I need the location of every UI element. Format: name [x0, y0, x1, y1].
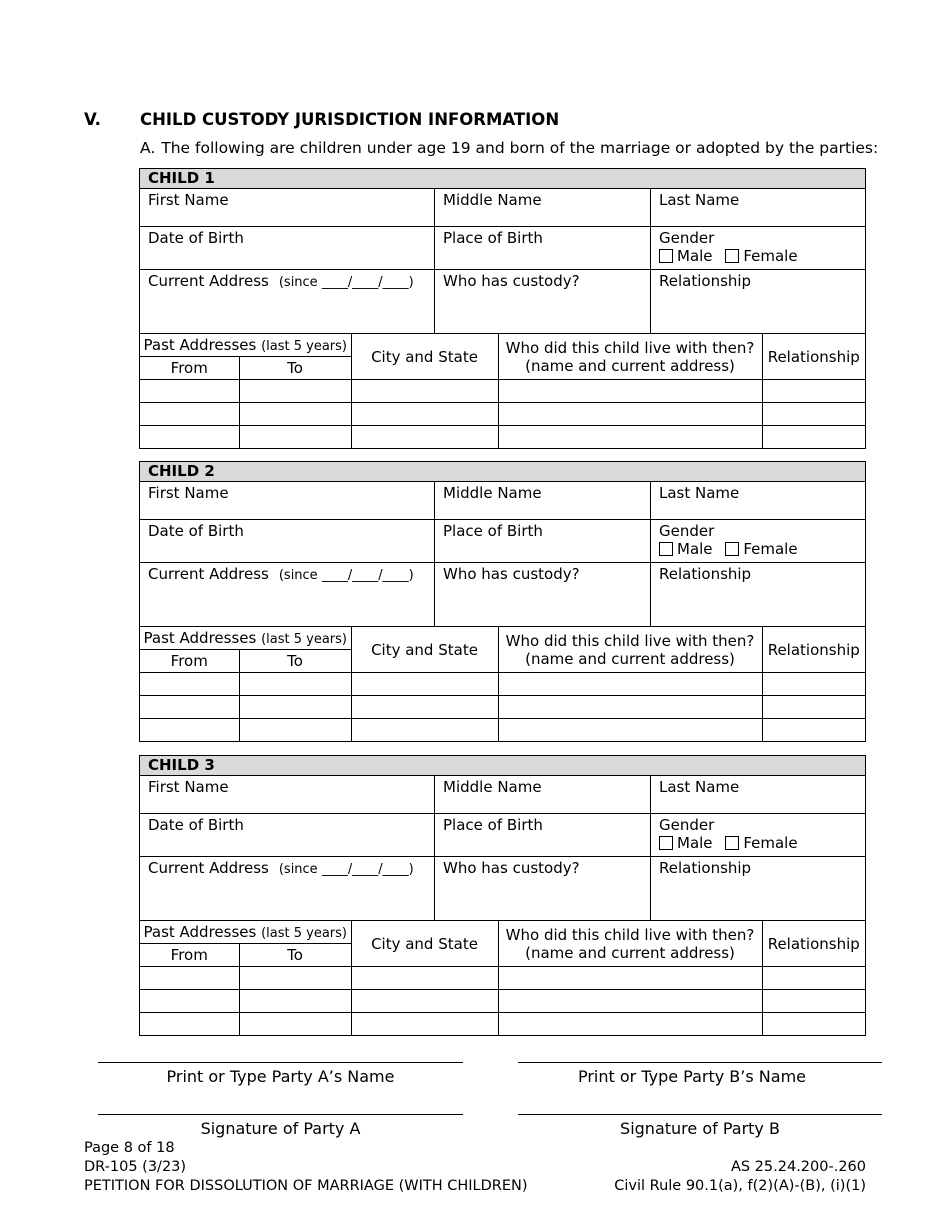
table-cell[interactable]: [498, 380, 762, 403]
custody-field[interactable]: [435, 563, 651, 626]
place-of-birth-field[interactable]: [435, 227, 651, 269]
since-date: (since ____/____/____): [278, 862, 414, 877]
table-cell[interactable]: [498, 696, 762, 719]
female-label: Female: [743, 247, 798, 265]
table-cell[interactable]: [498, 990, 762, 1013]
last-name-field[interactable]: [651, 776, 865, 813]
custody-label: Who has custody?: [443, 272, 580, 290]
last-name-label: Last Name: [659, 484, 740, 502]
table-cell[interactable]: [498, 719, 762, 742]
table-cell[interactable]: [140, 426, 239, 449]
male-checkbox[interactable]: [659, 542, 673, 556]
place-of-birth-label: Place of Birth: [443, 229, 543, 247]
table-cell[interactable]: [351, 403, 498, 426]
party-b-signature-line[interactable]: [518, 1114, 882, 1115]
female-checkbox[interactable]: [725, 249, 739, 263]
female-checkbox[interactable]: [725, 542, 739, 556]
first-name-field[interactable]: [140, 776, 435, 813]
party-b-signature-label: Signature of Party B: [620, 1119, 780, 1138]
male-label: Male: [677, 540, 713, 558]
current-address-label: Current Address: [148, 565, 269, 583]
current-address-label: Current Address: [148, 272, 269, 290]
table-cell[interactable]: [498, 426, 762, 449]
table-cell[interactable]: [239, 1013, 351, 1036]
table-row: [140, 403, 865, 426]
name-row: [140, 776, 865, 814]
table-cell[interactable]: [498, 403, 762, 426]
table-cell[interactable]: [498, 1013, 762, 1036]
table-cell[interactable]: [140, 403, 239, 426]
address-row: [140, 857, 865, 921]
first-name-label: First Name: [148, 484, 229, 502]
custody-label: Who has custody?: [443, 859, 580, 877]
address-row: [140, 563, 865, 627]
table-cell[interactable]: [351, 967, 498, 990]
birth-row: [140, 227, 865, 270]
current-address-field[interactable]: [140, 857, 435, 920]
party-a-signature-line[interactable]: [98, 1114, 463, 1115]
first-name-label: First Name: [148, 778, 229, 796]
footer-left: [84, 1139, 528, 1196]
table-row: [140, 696, 865, 719]
last-name-label: Last Name: [659, 191, 740, 209]
table-cell[interactable]: [762, 696, 865, 719]
last-name-field[interactable]: [651, 189, 865, 226]
table-cell[interactable]: [239, 673, 351, 696]
table-cell[interactable]: [239, 380, 351, 403]
table-row: [140, 673, 865, 696]
statute-ref: AS 25.24.200-.260: [730, 1159, 866, 1175]
birth-row: [140, 814, 865, 857]
custody-field[interactable]: [435, 270, 651, 333]
table-cell[interactable]: [351, 380, 498, 403]
table-cell[interactable]: [351, 426, 498, 449]
table-cell[interactable]: [140, 380, 239, 403]
table-cell[interactable]: [239, 696, 351, 719]
table-cell[interactable]: [762, 1013, 865, 1036]
intro-label: A.: [140, 139, 156, 157]
table-cell[interactable]: [239, 426, 351, 449]
male-checkbox[interactable]: [659, 836, 673, 850]
since-date: (since ____/____/____): [278, 568, 414, 583]
table-cell[interactable]: [140, 990, 239, 1013]
place-of-birth-label: Place of Birth: [443, 816, 543, 834]
table-cell[interactable]: [351, 696, 498, 719]
to-header: To: [239, 944, 351, 967]
page-number: Page 8 of 18: [84, 1140, 175, 1156]
female-label: Female: [743, 834, 798, 852]
first-name-label: First Name: [148, 191, 229, 209]
rule-ref: Civil Rule 90.1(a), f(2)(A)-(B), (i)(1): [614, 1178, 866, 1194]
middle-name-field[interactable]: [435, 189, 651, 226]
middle-name-label: Middle Name: [443, 191, 542, 209]
from-header: From: [140, 650, 239, 673]
custody-label: Who has custody?: [443, 565, 580, 583]
child-header: CHILD 2: [140, 462, 865, 482]
date-of-birth-field[interactable]: [140, 520, 435, 562]
middle-name-field[interactable]: [435, 482, 651, 519]
table-cell[interactable]: [140, 967, 239, 990]
section-number: V.: [84, 110, 101, 129]
birth-row: [140, 520, 865, 563]
first-name-field[interactable]: [140, 482, 435, 519]
child-header: CHILD 1: [140, 169, 865, 189]
current-address-field[interactable]: [140, 563, 435, 626]
relationship-field[interactable]: [651, 857, 865, 920]
date-of-birth-label: Date of Birth: [148, 816, 244, 834]
table-cell[interactable]: [239, 719, 351, 742]
table-row: [140, 1013, 865, 1036]
intro-line: [140, 139, 878, 157]
party-a-name-line[interactable]: [98, 1062, 463, 1063]
party-a-name-label: Print or Type Party A’s Name: [166, 1067, 395, 1086]
table-cell[interactable]: [140, 673, 239, 696]
place-of-birth-field[interactable]: [435, 814, 651, 856]
to-header: To: [239, 650, 351, 673]
table-cell[interactable]: [239, 967, 351, 990]
gender-field: [651, 520, 865, 562]
table-cell[interactable]: [140, 696, 239, 719]
relationship-label: Relationship: [659, 272, 752, 290]
table-cell[interactable]: [498, 673, 762, 696]
past-addresses-table: [140, 627, 865, 741]
table-cell[interactable]: [762, 426, 865, 449]
city-state-header: City and State: [351, 627, 498, 673]
past-relationship-header: Relationship: [762, 921, 865, 967]
female-checkbox[interactable]: [725, 836, 739, 850]
table-cell[interactable]: [239, 990, 351, 1013]
table-row: [140, 380, 865, 403]
gender-label: Gender: [659, 229, 715, 247]
relationship-field[interactable]: [651, 563, 865, 626]
footer-right: [614, 1158, 866, 1196]
table-cell[interactable]: [762, 403, 865, 426]
address-row: [140, 270, 865, 334]
table-cell[interactable]: [351, 719, 498, 742]
past-addresses-header: Past Addresses (last 5 years): [140, 627, 351, 650]
past-relationship-header: Relationship: [762, 627, 865, 673]
middle-name-label: Middle Name: [443, 484, 542, 502]
date-of-birth-label: Date of Birth: [148, 522, 244, 540]
table-cell[interactable]: [762, 719, 865, 742]
relationship-label: Relationship: [659, 565, 752, 583]
custody-field[interactable]: [435, 857, 651, 920]
from-header: From: [140, 357, 239, 380]
table-cell[interactable]: [140, 719, 239, 742]
child-block-2: [139, 461, 866, 742]
table-cell[interactable]: [140, 1013, 239, 1036]
table-row: [140, 719, 865, 742]
party-a-signature-label: Signature of Party A: [200, 1119, 361, 1138]
table-cell[interactable]: [351, 1013, 498, 1036]
first-name-field[interactable]: [140, 189, 435, 226]
last-name-label: Last Name: [659, 778, 740, 796]
to-header: To: [239, 357, 351, 380]
table-cell[interactable]: [762, 967, 865, 990]
who-lived-header: Who did this child live with then? (name and current address): [498, 334, 762, 380]
date-of-birth-field[interactable]: [140, 227, 435, 269]
table-cell[interactable]: [239, 403, 351, 426]
female-label: Female: [743, 540, 798, 558]
date-of-birth-label: Date of Birth: [148, 229, 244, 247]
child-block-3: [139, 755, 866, 1036]
past-relationship-header: Relationship: [762, 334, 865, 380]
table-cell[interactable]: [762, 673, 865, 696]
form-title: PETITION FOR DISSOLUTION OF MARRIAGE (WITH CHILDREN): [84, 1178, 528, 1194]
male-label: Male: [677, 247, 713, 265]
gender-field: [651, 814, 865, 856]
past-addresses-header: Past Addresses (last 5 years): [140, 921, 351, 944]
gender-field: [651, 227, 865, 269]
name-row: [140, 189, 865, 227]
table-cell[interactable]: [351, 990, 498, 1013]
male-checkbox[interactable]: [659, 249, 673, 263]
who-lived-header: Who did this child live with then? (name and current address): [498, 921, 762, 967]
city-state-header: City and State: [351, 921, 498, 967]
place-of-birth-field[interactable]: [435, 520, 651, 562]
place-of-birth-label: Place of Birth: [443, 522, 543, 540]
table-row: [140, 990, 865, 1013]
middle-name-field[interactable]: [435, 776, 651, 813]
male-label: Male: [677, 834, 713, 852]
table-cell[interactable]: [351, 673, 498, 696]
intro-text: The following are children under age 19 and born of the marriage or adopted by the parties:: [161, 139, 879, 157]
relationship-field[interactable]: [651, 270, 865, 333]
party-b-name-line[interactable]: [518, 1062, 882, 1063]
past-addresses-table: [140, 921, 865, 1035]
city-state-header: City and State: [351, 334, 498, 380]
child-header: CHILD 3: [140, 756, 865, 776]
name-row: [140, 482, 865, 520]
form-number: DR-105 (3/23): [84, 1159, 187, 1175]
middle-name-label: Middle Name: [443, 778, 542, 796]
current-address-field[interactable]: [140, 270, 435, 333]
table-cell[interactable]: [762, 380, 865, 403]
last-name-field[interactable]: [651, 482, 865, 519]
who-lived-header: Who did this child live with then? (name and current address): [498, 627, 762, 673]
table-row: [140, 967, 865, 990]
gender-label: Gender: [659, 816, 715, 834]
party-b-name-label: Print or Type Party B’s Name: [577, 1067, 806, 1086]
since-date: (since ____/____/____): [278, 275, 414, 290]
past-addresses-table: [140, 334, 865, 448]
relationship-label: Relationship: [659, 859, 752, 877]
table-cell[interactable]: [498, 967, 762, 990]
past-addresses-header: Past Addresses (last 5 years): [140, 334, 351, 357]
current-address-label: Current Address: [148, 859, 269, 877]
date-of-birth-field[interactable]: [140, 814, 435, 856]
table-cell[interactable]: [762, 990, 865, 1013]
gender-label: Gender: [659, 522, 715, 540]
table-row: [140, 426, 865, 449]
from-header: From: [140, 944, 239, 967]
section-title: CHILD CUSTODY JURISDICTION INFORMATION: [140, 110, 560, 129]
child-block-1: [139, 168, 866, 449]
